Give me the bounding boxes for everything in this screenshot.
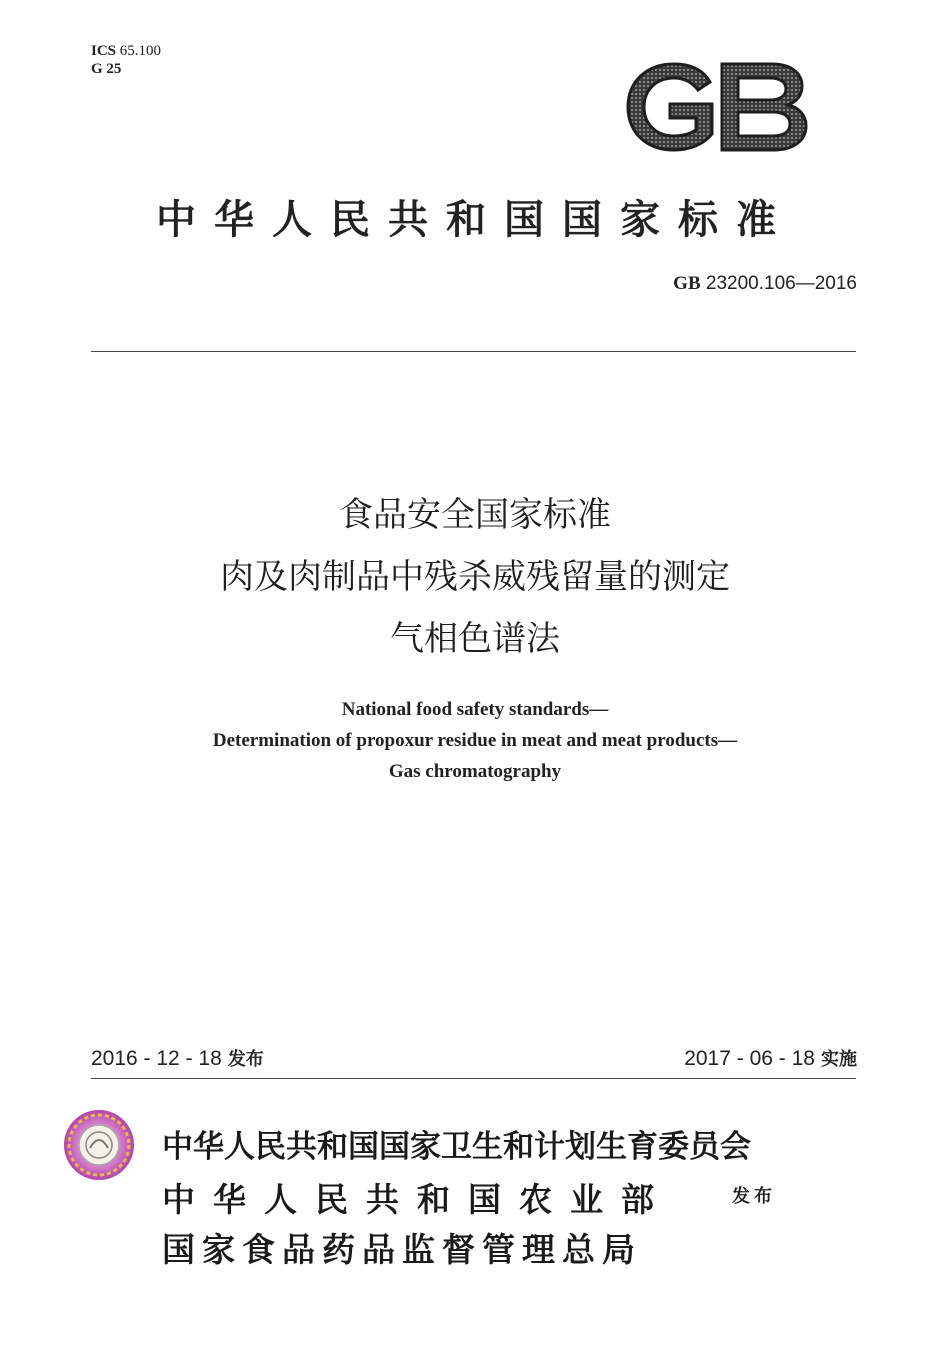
chinese-title: [0, 484, 950, 670]
issue-date-value: 2016 - 12 - 18: [91, 1047, 222, 1070]
issuer-ministry-agriculture: 中华人民共和国农业部: [162, 1180, 672, 1219]
publish-label: 发布: [732, 1186, 776, 1207]
bottom-divider: [91, 1078, 856, 1079]
g-letter: [628, 64, 712, 150]
standard-number-value: 23200.106—2016: [705, 273, 857, 294]
top-divider: [91, 351, 856, 352]
classification-codes: [91, 42, 161, 78]
effective-date-label: 实施: [821, 1049, 857, 1070]
chinese-title-line-3: 气相色谱法: [390, 619, 560, 659]
national-standard-heading: 中华人民共和国国家标准: [156, 196, 794, 243]
english-title: [0, 694, 950, 787]
commission-emblem-icon: [62, 1108, 136, 1182]
chinese-title-line-1: 食品安全国家标准: [339, 495, 611, 535]
ics-code: 65.100: [119, 43, 162, 59]
ics-label: ICS: [91, 43, 117, 59]
b-letter: [722, 64, 806, 150]
ccs-code: G 25: [91, 61, 122, 77]
issue-date-label: 发布: [227, 1049, 264, 1070]
effective-date-value: 2017 - 06 - 18: [684, 1047, 815, 1070]
standard-prefix: GB: [673, 273, 701, 294]
effective-date: [684, 1045, 857, 1071]
issuer-nhfpc: 中华人民共和国国家卫生和计划生育委员会: [162, 1129, 751, 1165]
issue-date: [91, 1045, 264, 1071]
logo-text: GB: [622, 60, 624, 61]
gb-standard-logo: [622, 60, 810, 154]
english-title-line-2: Determination of propoxur residue in meat and meat products—: [212, 730, 738, 751]
chinese-title-line-2: 肉及肉制品中残杀威残留量的测定: [220, 557, 730, 597]
english-title-line-1: National food safety standards—: [341, 699, 609, 720]
english-title-line-3: Gas chromatography: [388, 761, 562, 782]
standard-number: [673, 273, 857, 295]
issuer-cfda: 国家食品药品监督管理总局: [162, 1230, 642, 1269]
